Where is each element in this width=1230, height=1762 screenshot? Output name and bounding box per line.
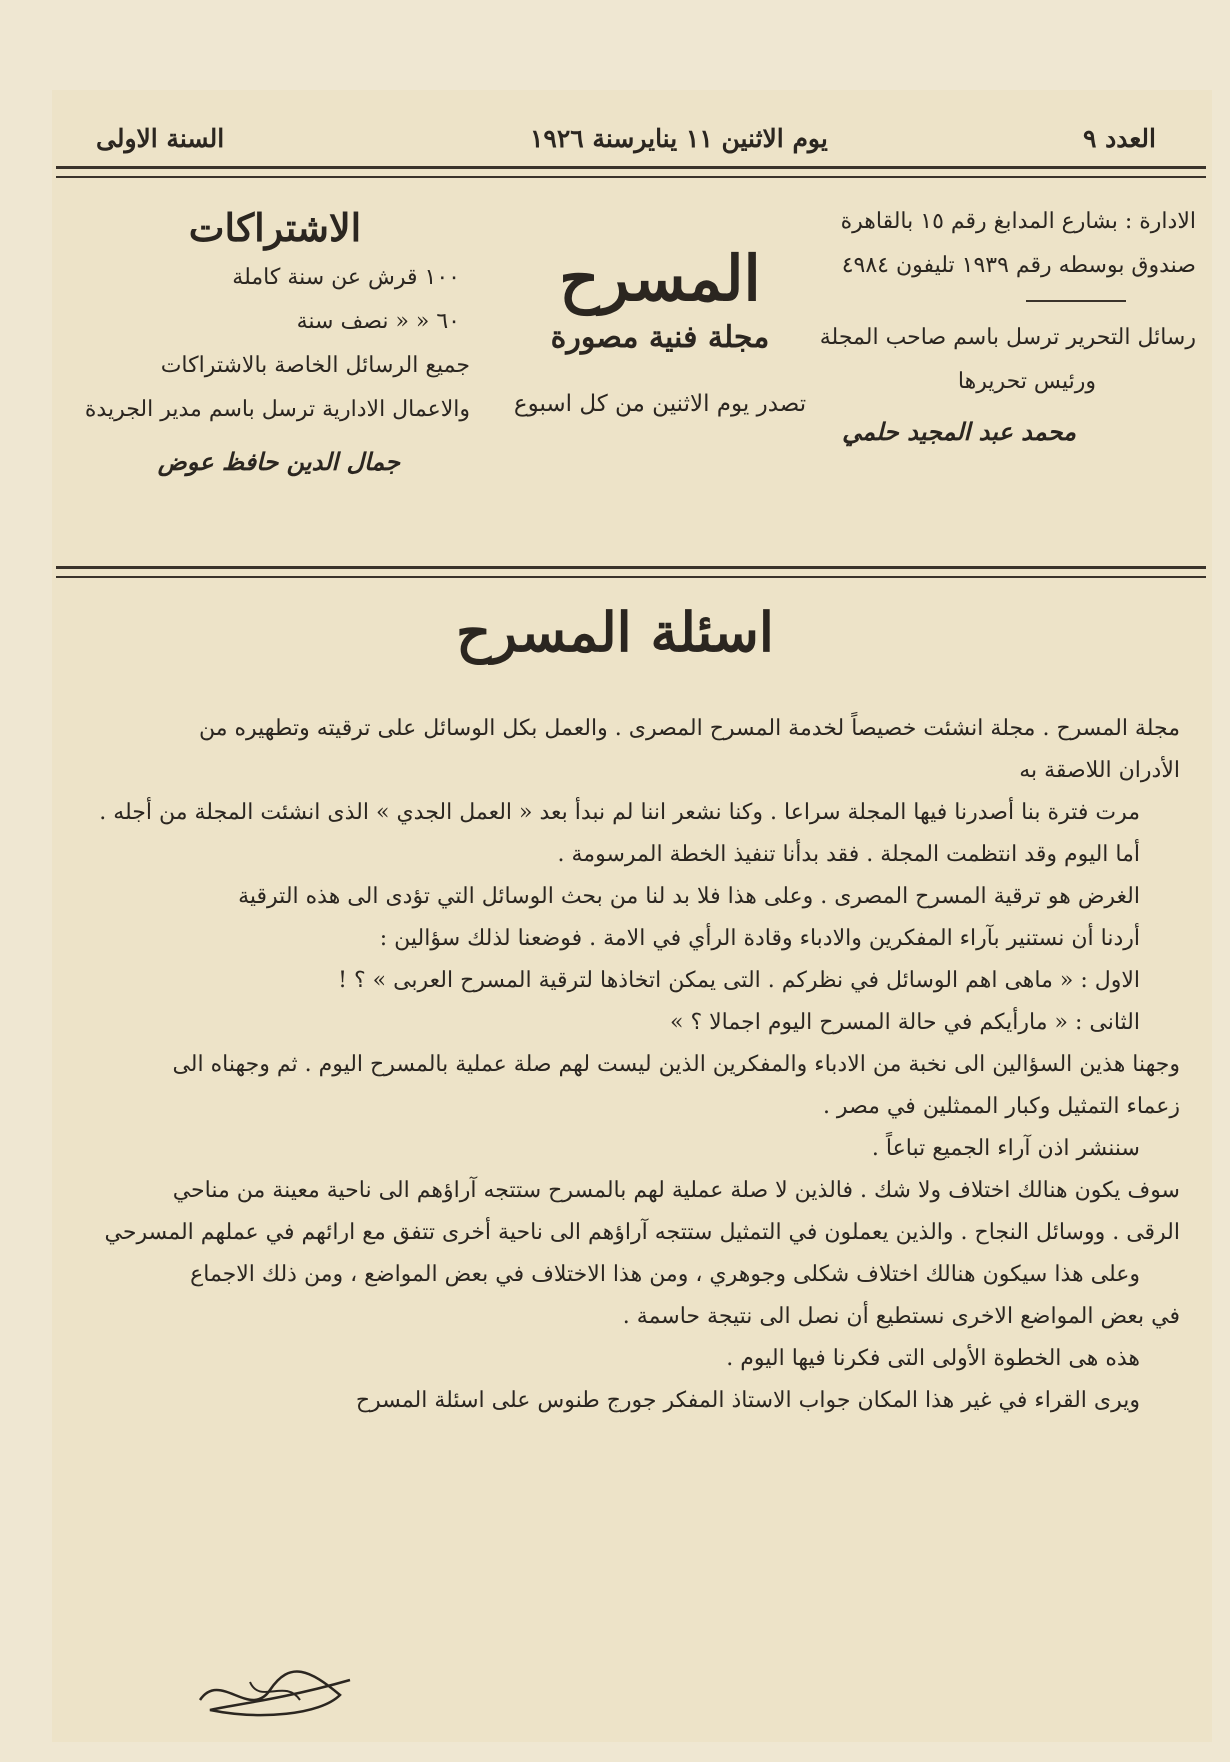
address-line-2: صندوق بوسطه رقم ١٩٣٩ تليفون ٤٩٨٤ (841, 253, 1196, 278)
publication-schedule: تصدر يوم الاثنين من كل اسبوع (513, 391, 807, 417)
subscriptions-block (80, 200, 470, 484)
article-line: الغرض هو ترقية المسرح المصرى . وعلى هذا فلا بد لنا من بحث الوسائل التي تؤدى الى هذه الترقية (238, 884, 1140, 909)
article-line: الأدران اللاصقة به (1019, 758, 1180, 783)
issue-date: يوم الاثنين ١١ ينايرسنة ١٩٢٦ (530, 124, 828, 153)
subscriptions-note-2: والاعمال الادارية ترسل باسم مدير الجريدة (84, 397, 470, 422)
article-line: مرت فترة بنا أصدرنا فيها المجلة سراعا . وكنا نشعر اننا لم نبدأ بعد « العمل الجدي » الذى انشئت المجلة من أجله . (99, 800, 1140, 825)
article-line: الرقى . ووسائل النجاح . والذين يعملون في التمثيل ستتجه آراؤهم الى ناحية أخرى تتفق مع ارائهم في عملهم المسرحي (104, 1220, 1180, 1245)
article-line: زعماء التمثيل وكبار الممثلين في مصر . (822, 1094, 1180, 1119)
manager-name: جمال الدين حافظ عوض (157, 447, 400, 476)
article-line: في بعض المواضع الاخرى نستطيع أن نصل الى نتيجة حاسمة . (622, 1304, 1180, 1329)
article-headline: اسئلة المسرح (456, 600, 774, 664)
issue-bar (60, 118, 1200, 166)
masthead (60, 190, 1200, 570)
issue-number: العدد ٩ (1082, 124, 1156, 153)
article-line: هذه هى الخطوة الأولى التى فكرنا فيها اليوم . (726, 1346, 1140, 1371)
article-line: أما اليوم وقد انتظمت المجلة . فقد بدأنا تنفيذ الخطة المرسومة . (557, 842, 1140, 867)
publication-year: السنة الاولى (96, 124, 225, 153)
article-line: مجلة المسرح . مجلة انشئت خصيصاً لخدمة المسرح المصرى . والعمل بكل الوسائل على ترقيته وتطهيره من (198, 716, 1180, 741)
article-line: ويرى القراء في غير هذا المكان جواب الاستاذ المفكر جورج طنوس على اسئلة المسرح (355, 1388, 1140, 1413)
short-divider (1026, 300, 1126, 302)
article-line: الاول : « ماهى اهم الوسائل في نظركم . التى يمكن اتخاذها لترقية المسرح العربى » ؟ ! (338, 968, 1140, 993)
subscription-half-year: ٦٠ « « نصف سنة (296, 309, 460, 334)
editorial-line-2: ورئيس تحريرها (957, 369, 1096, 394)
magazine-subtitle: مجلة فنية مصورة (550, 320, 770, 355)
subscriptions-note-1: جميع الرسائل الخاصة بالاشتراكات (160, 353, 470, 378)
magazine-title: المسرح (559, 242, 761, 315)
article-line: وجهنا هذين السؤالين الى نخبة من الادباء والمفكرين الذين ليست لهم صلة عملية بالمسرح اليوم . ثم وجهناه الى (172, 1052, 1180, 1077)
subscription-year: ١٠٠ قرش عن سنة كاملة (232, 265, 460, 290)
article-line: أردنا أن نستنير بآراء المفكرين والادباء وقادة الرأي في الامة . فوضعنا لذلك سؤالين : (379, 926, 1140, 951)
masthead-divider (56, 566, 1206, 578)
address-line-1: الادارة : بشارع المدابغ رقم ١٥ بالقاهرة (840, 209, 1196, 234)
article-line: سننشر اذن آراء الجميع تباعاً . (871, 1136, 1140, 1161)
editor-name: محمد عبد المجيد حلمي (842, 417, 1076, 446)
article-line: الثانى : « مارأيكم في حالة المسرح اليوم اجمالا ؟ » (670, 1010, 1140, 1035)
article-line: سوف يكون هنالك اختلاف ولا شك . فالذين لا صلة عملية لهم بالمسرح ستتجه آراؤهم الى ناحية معينة من مناحي (172, 1178, 1180, 1203)
signature-scribble (190, 1660, 360, 1730)
magazine-title-block (475, 240, 845, 426)
editorial-line-1: رسائل التحرير ترسل باسم صاحب المجلة (819, 325, 1196, 350)
administration-block (796, 200, 1196, 454)
subscriptions-heading: الاشتراكات (188, 205, 362, 250)
article-line: وعلى هذا سيكون هنالك اختلاف شكلى وجوهري ، ومن هذا الاختلاف في بعض المواضع ، ومن ذلك الاجماع (190, 1262, 1140, 1287)
top-divider (56, 166, 1206, 178)
article-body (80, 708, 1180, 1422)
